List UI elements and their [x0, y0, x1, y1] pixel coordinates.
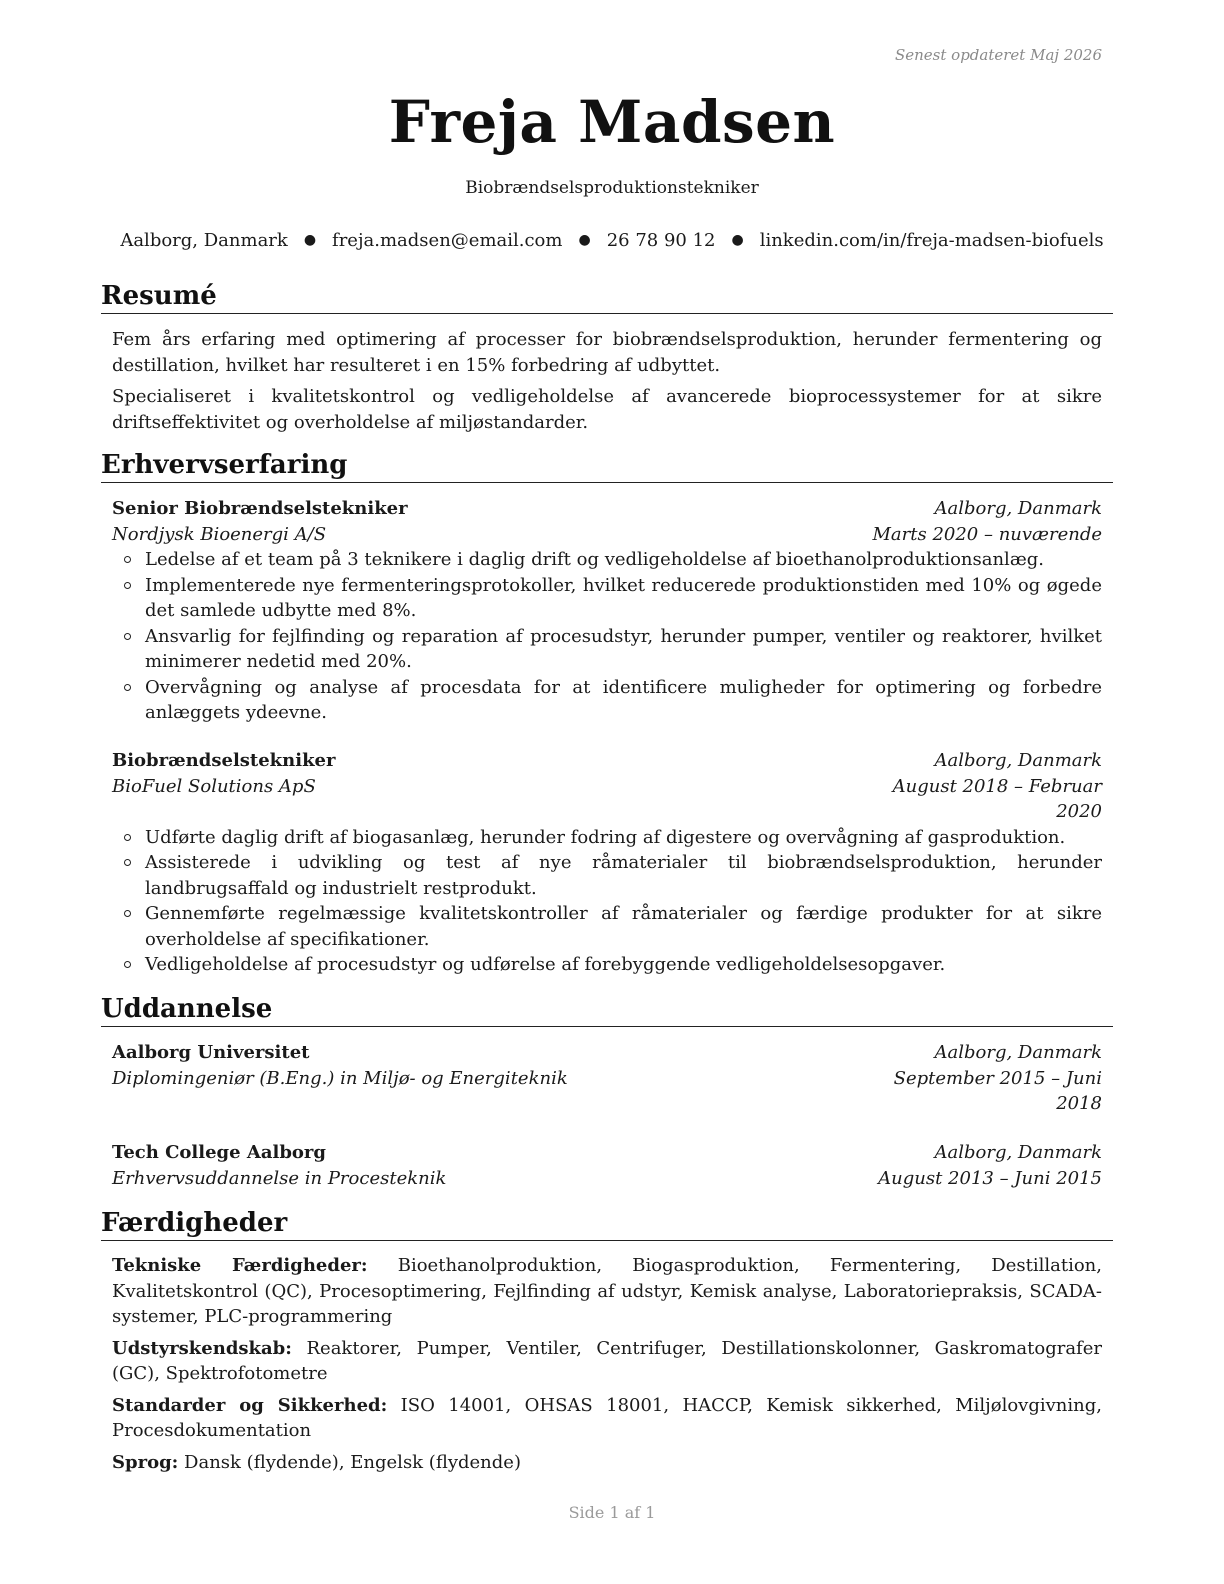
skill-group	[112, 1393, 1102, 1444]
school-location: Aalborg, Danmark	[934, 1142, 1102, 1163]
job-entry	[112, 496, 1102, 726]
list-item: Assisterede i udvikling og test af nye råmaterialer til biobrændselsproduktion, herunder landbrugsaffald og industrielt restprodukt.	[112, 850, 1102, 901]
bullet-separator: ●	[578, 232, 591, 248]
list-item: Ledelse af et team på 3 teknikere i daglig drift og vedligeholdelse af bioethanolproduktionsanlæg.	[112, 547, 1102, 573]
list-item: Udførte daglig drift af biogasanlæg, herunder fodring af digestere og overvågning af gasproduktion.	[112, 825, 1102, 851]
job-entry	[112, 748, 1102, 978]
job-title: Biobrændselstekniker	[112, 750, 336, 771]
education-dates: September 2015 – Juni 2018	[893, 1067, 1102, 1114]
job-company: Nordjysk Bioenergi A/S	[112, 523, 327, 545]
school-name: Aalborg Universitet	[112, 1042, 310, 1063]
skill-text: Bioethanolproduktion, Biogasproduktion, Fermentering, Destillation, Kvalitetskontrol (QC), Procesoptimering, Fejlfinding af udstyr, Kemisk analyse, Laboratoriepraksis, SCADA-systemer, PLC-programmering	[112, 1255, 1102, 1327]
skill-group	[112, 1336, 1102, 1387]
summary-section	[112, 327, 1102, 441]
skill-label: Sprog:	[112, 1451, 179, 1473]
contact-phone: 26 78 90 12	[606, 230, 716, 251]
contact-location: Aalborg, Danmark	[120, 230, 288, 251]
job-location: Aalborg, Danmark	[934, 498, 1102, 519]
list-item: Implementerede nye fermenteringsprotokoller, hvilket reducerede produktionstiden med 10% og øgede det samlede udbytte med 8%.	[112, 573, 1102, 624]
bullet-separator: ●	[303, 232, 317, 248]
skills-section	[112, 1253, 1102, 1481]
skill-text: Reaktorer, Pumper, Ventiler, Centrifuger, Destillationskolonner, Gaskromatografer (GC), Spektrofotometre	[112, 1337, 1102, 1384]
job-bullets	[112, 825, 1102, 978]
contact-line	[0, 230, 1224, 251]
contact-email[interactable]: freja.madsen@email.com	[332, 230, 563, 251]
job-dates: Marts 2020 – nuværende	[872, 523, 1102, 545]
skill-label: Udstyrskendskab:	[112, 1337, 292, 1359]
section-heading-skills: Færdigheder	[101, 1207, 1113, 1241]
job-bullets	[112, 547, 1102, 726]
page-number: Side 1 af 1	[568, 1503, 656, 1522]
skill-group	[112, 1450, 1102, 1476]
degree: Diplomingeniør (B.Eng.) in Miljø- og Energiteknik	[112, 1067, 568, 1089]
section-heading-education: Uddannelse	[101, 993, 1113, 1027]
last-updated: Senest opdateret Maj 2026	[894, 46, 1102, 64]
job-location: Aalborg, Danmark	[934, 750, 1102, 771]
skill-text: ISO 14001, OHSAS 18001, HACCP, Kemisk sikkerhed, Miljølovgivning, Procesdokumentation	[112, 1394, 1102, 1441]
skill-text: Dansk (flydende), Engelsk (flydende)	[184, 1451, 521, 1473]
job-dates: August 2018 – Februar 2020	[892, 775, 1102, 822]
education-dates: August 2013 – Juni 2015	[878, 1167, 1102, 1189]
bullet-separator: ●	[731, 232, 744, 248]
skill-label: Tekniske Færdigheder:	[112, 1255, 368, 1276]
skill-label: Standarder og Sikkerhed:	[112, 1394, 388, 1416]
education-entry	[112, 1140, 1102, 1191]
summary-paragraph: Specialiseret i kvalitetskontrol og vedligeholdelse af avancerede bioprocessystemer for at sikre driftseffektivitet og overholdelse af miljøstandarder.	[112, 386, 1102, 433]
job-company: BioFuel Solutions ApS	[112, 775, 316, 797]
education-entry	[112, 1040, 1102, 1117]
school-name: Tech College Aalborg	[112, 1142, 326, 1163]
section-heading-experience: Erhvervserfaring	[101, 449, 1113, 483]
degree: Erhvervsuddannelse in Procesteknik	[112, 1167, 447, 1189]
job-title: Senior Biobrændselstekniker	[112, 498, 408, 519]
list-item: Gennemførte regelmæssige kvalitetskontroller af råmaterialer og færdige produkter for at sikre overholdelse af specifikationer.	[112, 901, 1102, 952]
contact-linkedin[interactable]: linkedin.com/in/freja-madsen-biofuels	[759, 230, 1104, 251]
skill-group	[112, 1253, 1102, 1330]
summary-paragraph: Fem års erfaring med optimering af processer for biobrændselsproduktion, herunder fermentering og destillation, hvilket har resulteret i en 15% forbedring af udbyttet.	[112, 329, 1102, 376]
section-heading-summary: Resumé	[101, 280, 1113, 314]
list-item: Vedligeholdelse af procesudstyr og udførelse af forebyggende vedligeholdelsesopgaver.	[112, 952, 1102, 978]
list-item: Overvågning og analyse af procesdata for at identificere muligheder for optimering og forbedre anlæggets ydeevne.	[112, 675, 1102, 726]
job-title: Biobrændselsproduktionstekniker	[465, 178, 759, 198]
candidate-name: Freja Madsen	[388, 88, 836, 156]
school-location: Aalborg, Danmark	[934, 1042, 1102, 1063]
list-item: Ansvarlig for fejlfinding og reparation af procesudstyr, herunder pumper, ventiler og reaktorer, hvilket minimerer nedetid med 20%.	[112, 624, 1102, 675]
